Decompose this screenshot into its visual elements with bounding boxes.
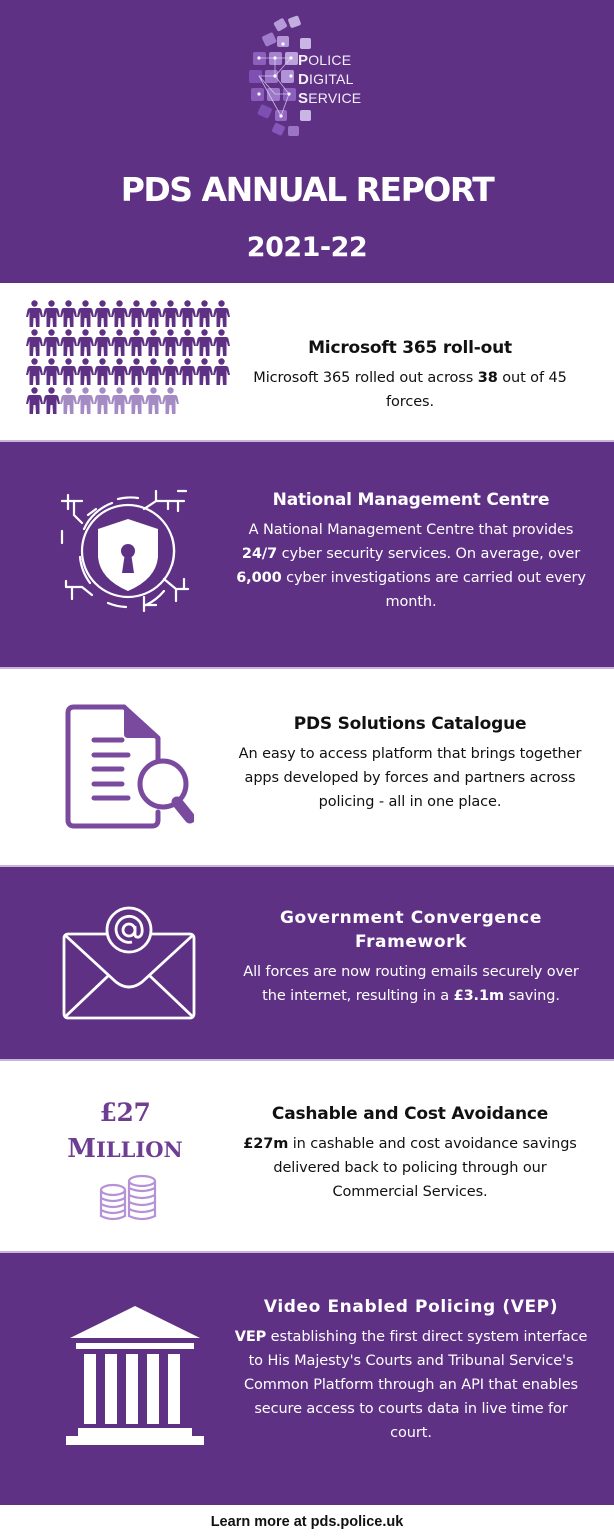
people-row [26, 300, 234, 329]
logo-line-digital: DIGITAL [298, 71, 354, 88]
person-icon [145, 358, 162, 386]
courthouse-icon [66, 1306, 204, 1446]
section-title: National Management Centre [272, 490, 550, 510]
section-video-enabled-policing-text [232, 1295, 590, 1445]
person-icon [111, 300, 128, 328]
person-icon [196, 329, 213, 357]
person-icon [162, 300, 179, 328]
people-row [26, 329, 234, 358]
people-row [26, 387, 234, 416]
person-icon [26, 300, 43, 328]
section-title: Government Convergence Framework [280, 908, 542, 952]
person-icon [128, 387, 145, 415]
person-icon [179, 358, 196, 386]
section-title: Cashable and Cost Avoidance [271, 1104, 549, 1124]
section-body: £27m in cashable and cost avoidance savings delivered back to policing through our Commercial Services. [243, 1136, 577, 1200]
person-icon [162, 329, 179, 357]
person-icon [26, 387, 43, 415]
report-header [0, 0, 614, 283]
person-icon [26, 358, 43, 386]
person-icon [179, 300, 196, 328]
person-icon [77, 387, 94, 415]
person-icon [213, 358, 230, 386]
person-icon [60, 329, 77, 357]
badge-amount: £27 [99, 1098, 151, 1127]
person-icon [77, 358, 94, 386]
person-icon [60, 358, 77, 386]
person-icon [111, 329, 128, 357]
person-icon [60, 387, 77, 415]
section-body: Microsoft 365 rolled out across 38 out of 45 forces. [253, 370, 567, 410]
section-national-management-centre-text [232, 488, 590, 614]
person-icon [128, 329, 145, 357]
person-icon [145, 387, 162, 415]
section-microsoft-365-text [236, 336, 584, 414]
person-icon [43, 300, 60, 328]
shield-keyhole-circuit-icon [60, 487, 196, 615]
person-icon [111, 358, 128, 386]
person-icon [94, 387, 111, 415]
person-icon [179, 329, 196, 357]
page-title: PDS ANNUAL REPORT [120, 170, 494, 209]
person-icon [60, 300, 77, 328]
footer [0, 1505, 614, 1536]
report-year: 2021-22 [246, 232, 368, 263]
person-icon [43, 387, 60, 415]
section-cashable-cost-avoidance-text [236, 1102, 584, 1204]
person-icon [43, 358, 60, 386]
section-title: Microsoft 365 roll-out [308, 338, 512, 358]
person-icon [196, 358, 213, 386]
section-government-convergence-text [232, 906, 590, 1008]
people-grid-icon [26, 300, 234, 416]
person-icon [145, 300, 162, 328]
section-title: Video Enabled Policing (VEP) [263, 1297, 559, 1317]
person-icon [77, 329, 94, 357]
envelope-at-icon [60, 904, 198, 1022]
person-icon [43, 329, 60, 357]
logo-wordmark [298, 51, 361, 108]
section-body: VEP establishing the first direct system interface to His Majesty's Courts and Tribunal Service's Common Platform through an API that enables secure access to courts data in live time for court. [234, 1329, 588, 1441]
person-icon [26, 329, 43, 357]
learn-more-link[interactable]: Learn more at pds.police.uk [210, 1514, 404, 1530]
section-title: PDS Solutions Catalogue [293, 714, 527, 734]
coin-stacks-icon [98, 1174, 158, 1222]
person-icon [94, 329, 111, 357]
section-body: All forces are now routing emails securely over the internet, resulting in a £3.1m saving. [243, 964, 579, 1004]
person-icon [162, 358, 179, 386]
person-icon [162, 387, 179, 415]
person-icon [128, 300, 145, 328]
person-icon [94, 300, 111, 328]
logo-line-service: SERVICE [298, 90, 362, 107]
person-icon [213, 300, 230, 328]
people-row [26, 358, 234, 387]
person-icon [196, 300, 213, 328]
section-solutions-catalogue-text [236, 712, 584, 814]
person-icon [111, 387, 128, 415]
document-search-icon [64, 702, 194, 834]
section-body: A National Management Centre that provides 24/7 cyber security services. On average, over 6,000 cyber investigations are carried out every month. [236, 522, 586, 610]
section-body: An easy to access platform that brings together apps developed by forces and partners across policing - all in one place. [238, 746, 582, 810]
person-icon [94, 358, 111, 386]
person-icon [145, 329, 162, 357]
logo-line-police: POLICE [298, 52, 352, 69]
person-icon [77, 300, 94, 328]
person-icon [128, 358, 145, 386]
badge-word: MILLION [67, 1134, 183, 1164]
person-icon [213, 329, 230, 357]
